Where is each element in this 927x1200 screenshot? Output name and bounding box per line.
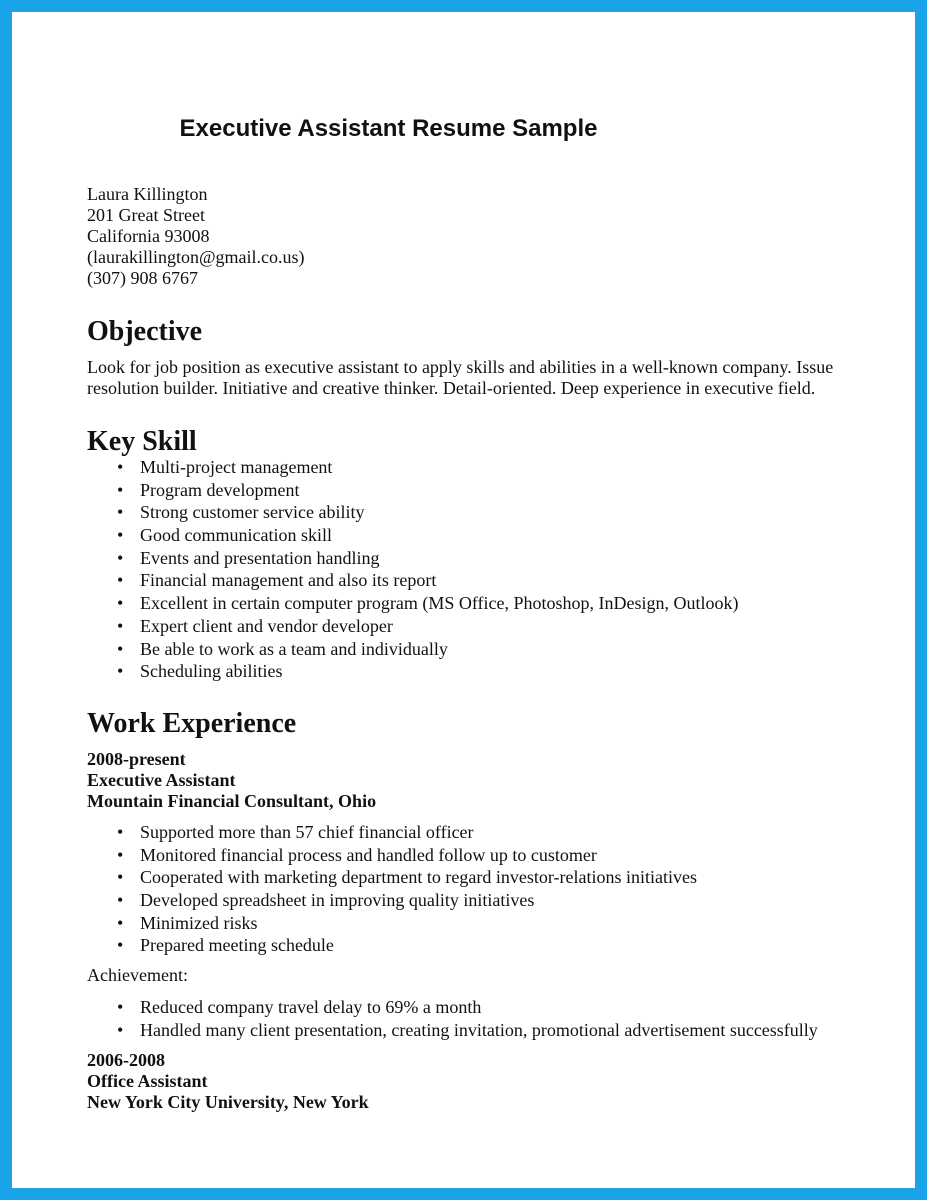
document-title: Executive Assistant Resume Sample <box>179 115 598 142</box>
list-item: • Reduced company travel delay to 69% a month <box>87 996 818 1019</box>
contact-city: California 93008 <box>87 226 210 246</box>
job-company: Mountain Financial Consultant, Ohio <box>87 791 377 811</box>
objective-text <box>87 357 892 399</box>
contact-street: 201 Great Street <box>87 205 205 225</box>
objective-line: Look for job position as executive assistant to apply skills and abilities in a well-known company. Issue <box>87 357 834 377</box>
job-period: 2006-2008 <box>87 1050 165 1070</box>
job-period: 2008-present <box>87 749 186 769</box>
contact-name: Laura Killington <box>87 184 208 204</box>
job-role: Office Assistant <box>87 1071 208 1091</box>
list-item: • Minimized risks <box>87 912 697 935</box>
list-item: • Monitored financial process and handled follow up to customer <box>87 844 697 867</box>
list-item: • Multi-project management <box>87 456 739 479</box>
list-item: • Good communication skill <box>87 524 739 547</box>
job-duties-list <box>87 821 697 957</box>
achievements-list <box>87 996 818 1041</box>
list-item: • Scheduling abilities <box>87 660 739 683</box>
list-item: • Handled many client presentation, creating invitation, promotional advertisement successfully <box>87 1019 818 1042</box>
list-item: • Excellent in certain computer program (MS Office, Photoshop, InDesign, Outlook) <box>87 592 739 615</box>
objective-heading: Objective <box>87 316 203 347</box>
list-item: • Supported more than 57 chief financial officer <box>87 821 697 844</box>
list-item: • Cooperated with marketing department to regard investor-relations initiatives <box>87 866 697 889</box>
list-item: • Prepared meeting schedule <box>87 934 697 957</box>
achievement-label: Achievement: <box>87 965 188 985</box>
list-item: • Events and presentation handling <box>87 547 739 570</box>
resume-page <box>12 12 915 1188</box>
list-item: • Expert client and vendor developer <box>87 615 739 638</box>
key-skill-heading: Key Skill <box>87 426 197 457</box>
list-item: • Strong customer service ability <box>87 501 739 524</box>
objective-line: resolution builder. Initiative and creative thinker. Detail-oriented. Deep experience in executive field. <box>87 378 816 398</box>
list-item: • Developed spreadsheet in improving quality initiatives <box>87 889 697 912</box>
contact-block <box>87 184 305 289</box>
list-item: • Financial management and also its report <box>87 569 739 592</box>
work-experience-heading: Work Experience <box>87 708 297 739</box>
list-item: • Be able to work as a team and individually <box>87 638 739 661</box>
list-item: • Program development <box>87 479 739 502</box>
job-company: New York City University, New York <box>87 1092 369 1112</box>
key-skill-list <box>87 456 739 683</box>
contact-phone: (307) 908 6767 <box>87 268 198 288</box>
job-role: Executive Assistant <box>87 770 236 790</box>
contact-email: (laurakillington@gmail.co.us) <box>87 247 305 267</box>
